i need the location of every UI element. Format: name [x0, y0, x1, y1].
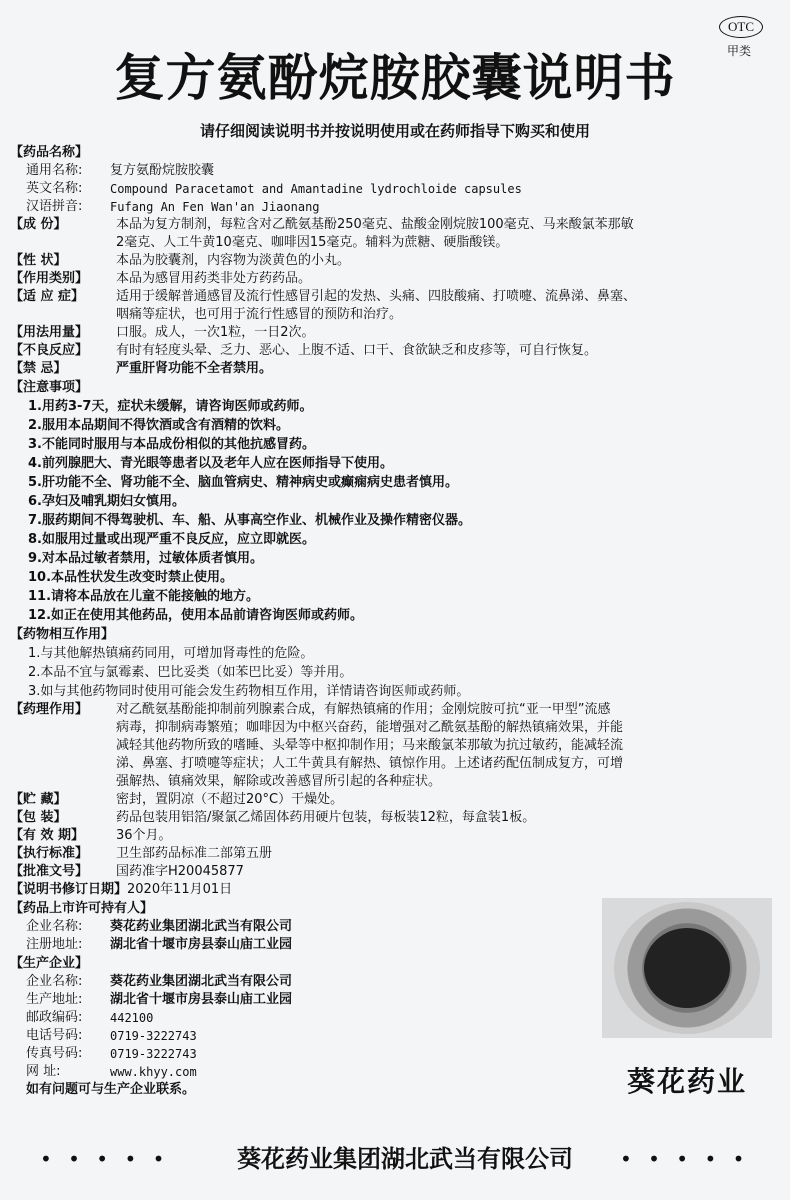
manufacturer-heading: 【生产企业】 — [10, 956, 89, 971]
ingredients-label: 【成 份】 — [10, 217, 67, 232]
pharmacology-line-5: 强解热、镇痛效果，解除或改善感冒所引起的各种症状。 — [116, 774, 442, 789]
mfr-phone-label: 电话号码: — [26, 1028, 83, 1043]
indications-line-2: 咽痛等症状，也可用于流行性感冒的预防和治疗。 — [116, 307, 403, 322]
pharmacology-row-3 — [10, 737, 780, 755]
generic-name-label: 通用名称: — [26, 163, 83, 178]
precaution-item: 12.如正在使用其他药品，使用本品前请咨询医师或药师。 — [28, 608, 364, 623]
storage-label: 【贮 藏】 — [10, 792, 67, 807]
adverse-row — [10, 342, 780, 360]
pharmacology-row-5 — [10, 773, 780, 791]
precautions-heading: 【注意事项】 — [10, 380, 89, 395]
mfr-fax-label: 传真号码: — [26, 1046, 83, 1061]
precaution-item: 10.本品性状发生改变时禁止使用。 — [28, 570, 234, 585]
pharmacology-line-2: 病毒，抑制病毒繁殖；咖啡因为中枢兴奋药，能增强对乙酰氨基酚的解热镇痛效果，并能 — [116, 720, 624, 735]
precaution-item: 11.请将本品放在儿童不能接触的地方。 — [28, 589, 260, 604]
precaution-item: 2.服用本品期间不得饮酒或含有酒精的饮料。 — [28, 418, 289, 433]
storage-value: 密封，置阴凉（不超过20°C）干燥处。 — [116, 792, 344, 807]
footer-dots-left: • • • • • — [40, 1147, 170, 1171]
category-label: 【作用类别】 — [10, 271, 89, 286]
interaction-item: 2.本品不宜与氯霉素、巴比妥类（如苯巴比妥）等并用。 — [28, 665, 353, 680]
validity-value: 36个月。 — [116, 828, 172, 843]
precaution-item: 1.用药3-7天，症状未缓解，请咨询医师或药师。 — [28, 399, 313, 414]
sunflower-center — [644, 928, 730, 1008]
mfr-web-value: www.khyy.com — [110, 1065, 197, 1079]
holder-address-label: 注册地址: — [26, 937, 83, 952]
pharmacology-line-1: 对乙酰氨基酚能抑制前列腺素合成，有解热镇痛的作用；金刚烷胺可抗“亚一甲型”流感 — [116, 702, 611, 717]
precaution-item: 6.孕妇及哺乳期妇女慎用。 — [28, 494, 185, 509]
properties-label: 【性 状】 — [10, 253, 67, 268]
category-row — [10, 270, 780, 288]
dosage-row — [10, 324, 780, 342]
precaution-item: 3.不能同时服用与本品成份相似的其他抗感冒药。 — [28, 437, 315, 452]
indications-row-2 — [10, 306, 780, 324]
ingredients-line-1: 本品为复方制剂，每粒含对乙酰氨基酚250毫克、盐酸金刚烷胺100毫克、马来酸氯苯那敏 — [116, 217, 634, 232]
pharmacology-line-4: 涕、鼻塞、打喷嚏等症状；人工牛黄具有解热、镇惊作用。上述诸药配伍制成复方，可增 — [116, 756, 624, 771]
revision-row — [10, 881, 780, 899]
mfr-fax-value: 0719-3222743 — [110, 1047, 197, 1061]
mfr-web-label: 网 址: — [26, 1064, 61, 1079]
packaging-row — [10, 809, 780, 827]
revision-label: 【说明书修订日期】 — [10, 882, 128, 897]
interaction-item: 3.如与其他药物同时使用可能会发生药物相互作用，详情请咨询医师或药师。 — [28, 684, 470, 699]
pharmacology-line-3: 减轻其他药物所致的嗜睡、头晕等中枢抑制作用；马来酸氯苯那敏为抗过敏药，能减轻流 — [116, 738, 624, 753]
precaution-item: 7.服药期间不得驾驶机、车、船、从事高空作业、机械作业及操作精密仪器。 — [28, 513, 471, 528]
generic-name-row — [10, 162, 780, 180]
mfr-phone-value: 0719-3222743 — [110, 1029, 197, 1043]
holder-company-label: 企业名称: — [26, 919, 83, 934]
interactions-heading: 【药物相互作用】 — [10, 627, 115, 642]
english-name-label: 英文名称: — [26, 181, 83, 196]
mfr-company-value: 葵花药业集团湖北武当有限公司 — [110, 974, 293, 989]
generic-name-value: 复方氨酚烷胺胶囊 — [110, 163, 215, 178]
holder-company-value: 葵花药业集团湖北武当有限公司 — [110, 919, 293, 934]
mfr-company-label: 企业名称: — [26, 974, 83, 989]
storage-row — [10, 791, 780, 809]
precaution-item: 5.肝功能不全、肾功能不全、脑血管病史、精神病史或癫痫病史患者慎用。 — [28, 475, 458, 490]
pinyin-row — [10, 198, 780, 216]
precaution-item: 4.前列腺肥大、青光眼等患者以及老年人应在医师指导下使用。 — [28, 456, 393, 471]
pharmacology-row — [10, 701, 780, 719]
footer-dots-right: • • • • • — [620, 1147, 750, 1171]
contraindication-value: 严重肝肾功能不全者禁用。 — [116, 361, 273, 376]
dosage-value: 口服。成人，一次1粒，一日2次。 — [116, 325, 315, 340]
approval-value: 国药准字H20045877 — [116, 864, 244, 879]
precaution-item: 8.如服用过量或出现严重不良反应，应立即就医。 — [28, 532, 315, 547]
pinyin-label: 汉语拼音: — [26, 199, 83, 214]
packaging-label: 【包 装】 — [10, 810, 67, 825]
holder-heading: 【药品上市许可持有人】 — [10, 901, 154, 916]
otc-badge: OTC — [719, 16, 763, 38]
contact-note: 如有问题可与生产企业联系。 — [26, 1082, 196, 1097]
pharmacology-label: 【药理作用】 — [10, 702, 89, 717]
mfr-address-label: 生产地址: — [26, 992, 83, 1007]
contraindication-row — [10, 360, 780, 378]
indications-line-1: 适用于缓解普通感冒及流行性感冒引起的发热、头痛、四肢酸痛、打喷嚏、流鼻涕、鼻塞、 — [116, 289, 637, 304]
pinyin-value: Fufang An Fen Wan'an Jiaonang — [110, 200, 320, 214]
ingredients-line-2: 2毫克、人工牛黄10毫克、咖啡因15毫克。辅料为蔗糖、硬脂酸镁。 — [116, 235, 509, 250]
indications-label: 【适 应 症】 — [10, 289, 85, 304]
page-title: 复方氨酚烷胺胶囊说明书 — [114, 49, 676, 107]
standard-label: 【执行标准】 — [10, 846, 89, 861]
contraindication-label: 【禁 忌】 — [10, 361, 67, 376]
holder-address-value: 湖北省十堰市房县泰山庙工业园 — [110, 937, 293, 952]
pharmacology-row-4 — [10, 755, 780, 773]
packaging-value: 药品包装用铝箔/聚氯乙烯固体药用硬片包装，每板装12粒，每盒装1板。 — [116, 810, 536, 825]
properties-value: 本品为胶囊剂，内容物为淡黄色的小丸。 — [116, 253, 351, 268]
indications-row — [10, 288, 780, 306]
validity-label: 【有 效 期】 — [10, 828, 85, 843]
dosage-label: 【用法用量】 — [10, 325, 89, 340]
pharmacology-row-2 — [10, 719, 780, 737]
mfr-postcode-label: 邮政编码: — [26, 1010, 83, 1025]
sunflower-image — [602, 898, 772, 1038]
ingredients-row-2 — [10, 234, 780, 252]
footer-company-name: 葵花药业集团湖北武当有限公司 — [237, 1145, 573, 1173]
revision-value: 2020年11月01日 — [127, 882, 233, 897]
adverse-value: 有时有轻度头晕、乏力、恶心、上腹不适、口干、食欲缺乏和皮疹等，可自行恢复。 — [116, 343, 598, 358]
brand-logo: 葵花药业 — [626, 1065, 747, 1098]
drug-name-heading: 【药品名称】 — [10, 145, 89, 160]
properties-row — [10, 252, 780, 270]
mfr-postcode-value: 442100 — [110, 1011, 154, 1025]
page-subtitle: 请仔细阅读说明书并按说明使用或在药师指导下购买和使用 — [199, 122, 590, 140]
validity-row — [10, 827, 780, 845]
mfr-address-value: 湖北省十堰市房县泰山庙工业园 — [110, 992, 293, 1007]
english-name-value: Compound Paracetamot and Amantadine lydrochloide capsules — [110, 182, 522, 196]
standard-value: 卫生部药品标准二部第五册 — [116, 846, 273, 861]
category-value: 本品为感冒用药类非处方药药品。 — [116, 271, 312, 286]
footer — [0, 1144, 790, 1174]
otc-class-label: 甲类 — [727, 44, 752, 58]
interaction-item: 1.与其他解热镇痛药同用，可增加肾毒性的危险。 — [28, 646, 314, 661]
approval-row — [10, 863, 780, 881]
standard-row — [10, 845, 780, 863]
ingredients-row — [10, 216, 780, 234]
english-name-row — [10, 180, 780, 198]
adverse-label: 【不良反应】 — [10, 343, 89, 358]
approval-label: 【批准文号】 — [10, 864, 89, 879]
precaution-item: 9.对本品过敏者禁用，过敏体质者慎用。 — [28, 551, 263, 566]
